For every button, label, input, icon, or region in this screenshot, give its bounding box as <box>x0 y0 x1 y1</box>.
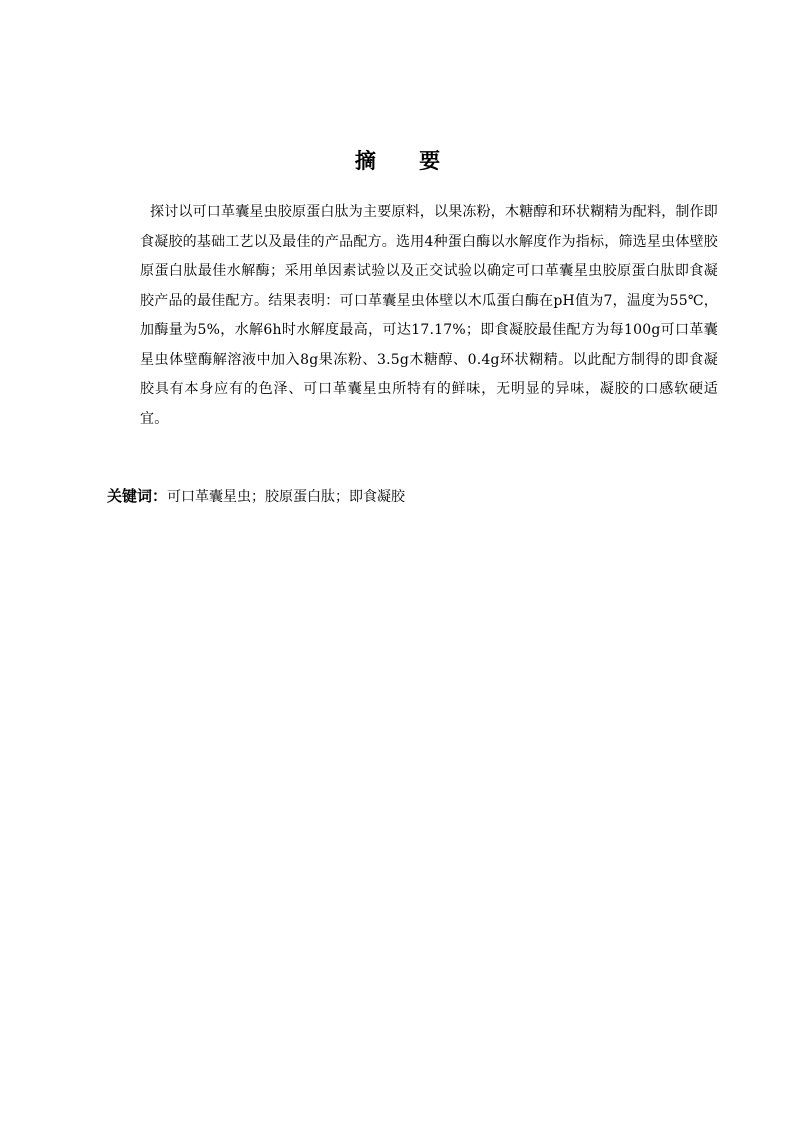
abstract-body: 探讨以可口革囊星虫胶原蛋白肽为主要原料，以果冻粉，木糖醇和环状糊精为配料，制作即食凝胶的基础工艺以及最佳的产品配方。选用4种蛋白酶以水解度作为指标，筛选星虫体壁胶原蛋白肽最佳水解酶；采用单因素试验以及正交试验以确定可口革囊星虫胶原蛋白肽即食凝胶产品的最佳配方。结果表明：可口革囊星虫体壁以木瓜蛋白酶在pH值为7，温度为55℃，加酶量为5%，水解6h时水解度最高，可达17.17%；即食凝胶最佳配方为每100g可口革囊星虫体壁酶解溶液中加入8g果冻粉、3.5g木糖醇、0.4g环状糊精。以此配方制得的即食凝胶具有本身应有的色泽、可口革囊星虫所特有的鲜味，无明显的异味，凝胶的口感软硬适宜。 <box>140 204 718 427</box>
keywords-line <box>107 480 727 513</box>
keywords-label: 关键词： <box>107 487 168 505</box>
keywords-value: 可口革囊星虫；胶原蛋白肽；即食凝胶 <box>167 489 406 505</box>
abstract-title: 摘 要 <box>354 149 459 173</box>
